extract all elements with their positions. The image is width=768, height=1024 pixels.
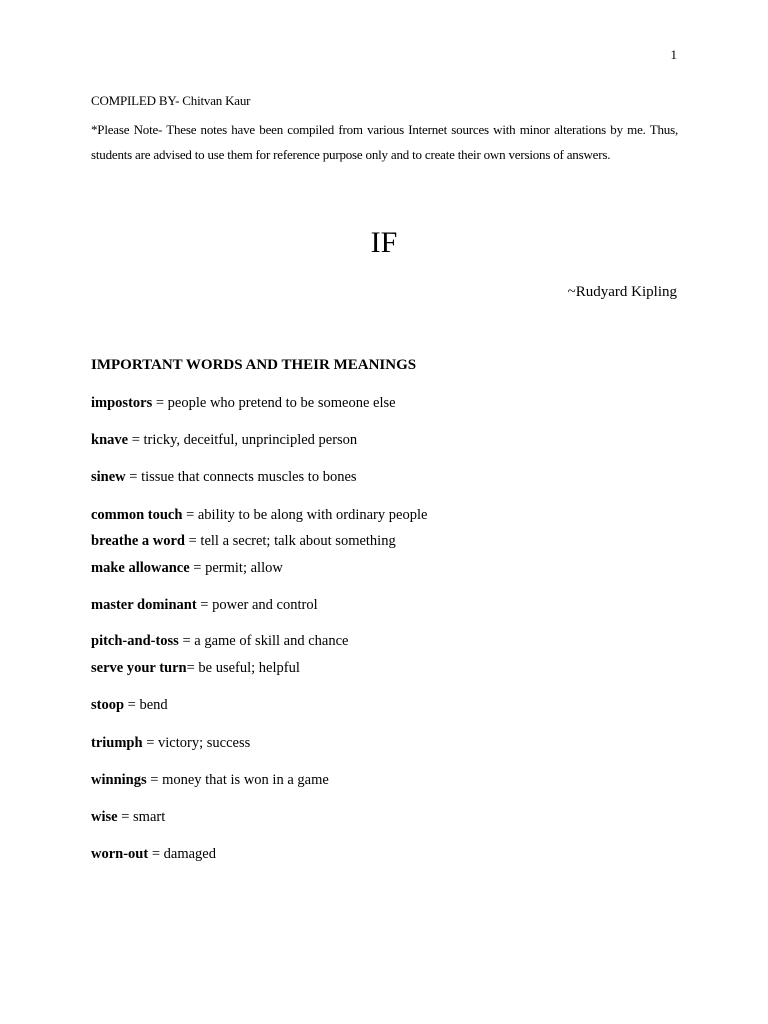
vocab-term: breathe a word <box>91 533 185 549</box>
vocab-term: wise <box>91 809 118 825</box>
vocab-term: worn-out <box>91 846 149 862</box>
vocab-term: knave <box>91 432 129 448</box>
vocab-separator: = <box>189 560 206 576</box>
vocab-meaning: tissue that connects muscles to bones <box>141 469 357 485</box>
vocab-meaning: permit; allow <box>205 560 283 576</box>
vocab-term: master dominant <box>91 597 197 613</box>
poem-title: IF <box>370 226 398 259</box>
vocab-entry <box>91 469 357 486</box>
vocab-term: common touch <box>91 507 183 523</box>
vocab-entry <box>91 772 329 789</box>
vocab-separator: = <box>182 507 198 523</box>
vocab-entry <box>91 633 348 650</box>
section-heading: IMPORTANT WORDS AND THEIR MEANINGS <box>91 357 417 373</box>
vocab-entry <box>91 660 300 677</box>
vocab-separator: = <box>142 735 159 751</box>
vocab-separator: = <box>186 660 199 676</box>
vocab-entry <box>91 846 216 863</box>
vocab-meaning: bend <box>139 697 168 713</box>
vocab-separator: = <box>117 809 134 825</box>
vocab-term: sinew <box>91 469 126 485</box>
vocab-separator: = <box>128 432 144 448</box>
vocab-separator: = <box>146 772 163 788</box>
vocab-entry <box>91 560 283 577</box>
vocab-separator: = <box>184 533 201 549</box>
vocab-separator: = <box>148 846 164 862</box>
vocab-term: triumph <box>91 735 143 751</box>
vocab-meaning: tricky, deceitful, unprincipled person <box>143 432 358 448</box>
vocab-term: impostors <box>91 395 153 411</box>
vocab-entry <box>91 697 168 714</box>
vocab-entry <box>91 809 165 826</box>
vocab-meaning: ability to be along with ordinary people <box>197 507 428 523</box>
vocab-meaning: smart <box>133 809 166 825</box>
vocab-separator: = <box>124 697 140 713</box>
vocab-separator: = <box>196 597 213 613</box>
page-number: 1 <box>670 47 677 62</box>
vocab-meaning: a game of skill and chance <box>194 633 349 649</box>
vocab-meaning: power and control <box>212 597 318 613</box>
vocab-meaning: be useful; helpful <box>198 660 300 676</box>
vocab-meaning: damaged <box>163 846 216 862</box>
vocab-term: winnings <box>91 772 147 788</box>
vocab-term: serve your turn <box>91 660 187 676</box>
vocab-meaning: people who pretend to be someone else <box>167 395 396 411</box>
vocab-entry <box>91 597 318 614</box>
vocab-entry <box>91 533 396 550</box>
disclaimer-note: *Please Note- These notes have been compiled from various Internet sources with minor alterations by me. Thus, students are advised to use them for reference purpose only and to create their own versions of answers. <box>91 122 678 162</box>
vocab-meaning: money that is won in a game <box>162 772 329 788</box>
vocab-term: stoop <box>91 697 125 713</box>
vocab-entry <box>91 735 250 752</box>
vocab-separator: = <box>178 633 195 649</box>
vocab-meaning: tell a secret; talk about something <box>200 533 396 549</box>
vocab-entry <box>91 395 396 412</box>
vocab-term: pitch-and-toss <box>91 633 179 649</box>
vocab-separator: = <box>125 469 142 485</box>
vocab-meaning: victory; success <box>158 735 251 751</box>
compiled-by-line: COMPILED BY- Chitvan Kaur <box>91 93 251 108</box>
vocab-separator: = <box>152 395 168 411</box>
vocab-entry <box>91 432 357 449</box>
vocab-entry <box>91 507 427 524</box>
vocab-term: make allowance <box>91 560 190 576</box>
poem-author: ~Rudyard Kipling <box>567 284 677 300</box>
